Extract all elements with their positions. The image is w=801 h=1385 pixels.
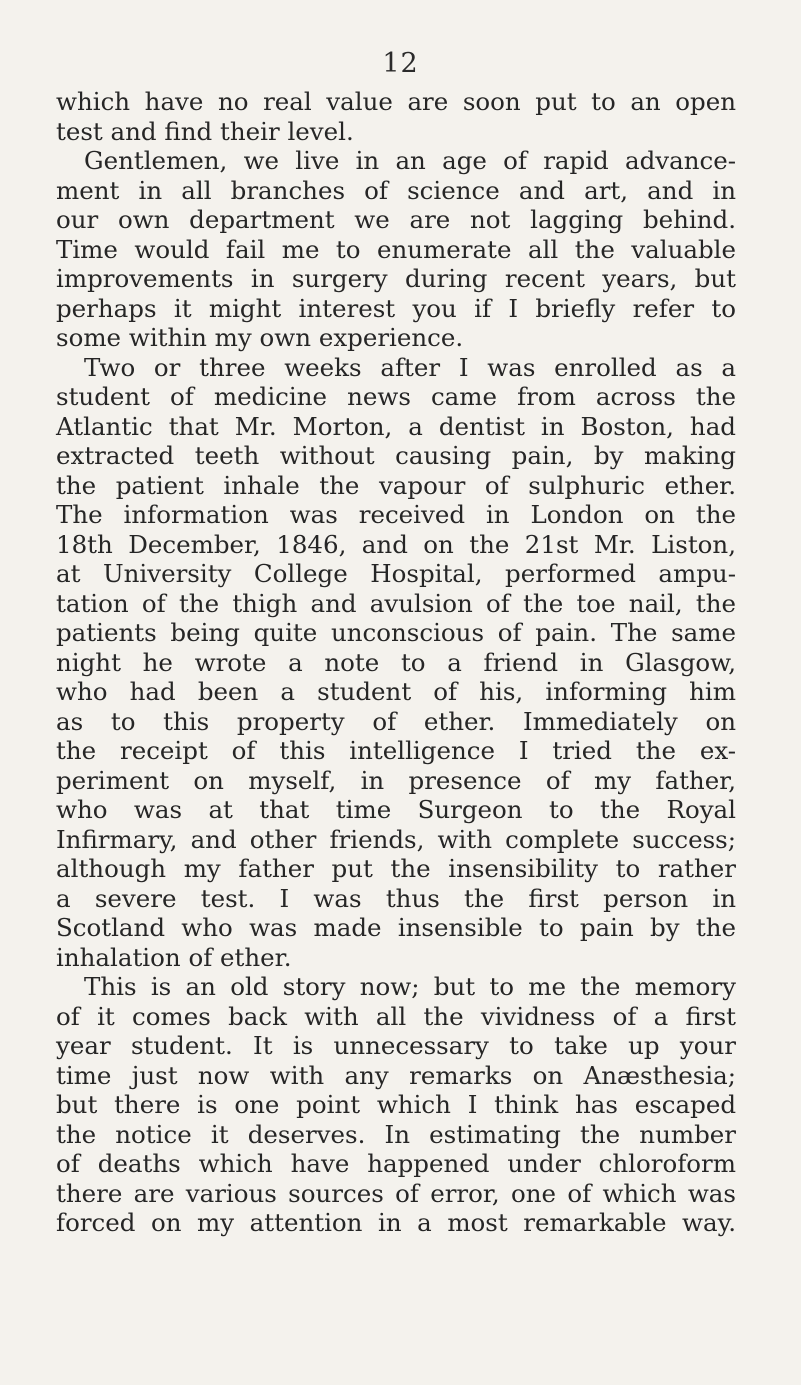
text-line: night he wrote a note to a friend in Glasgow, [56,647,736,677]
text-line: student of medicine news came from across the [56,382,736,411]
text-line: forced on my attention in a most remarkable way. [56,1208,736,1237]
text-line: although my father put the insensibility to rather [56,854,736,883]
text-line: but there is one point which I think has escaped [56,1090,736,1119]
text-line: ment in all branches of science and art, and in [56,175,736,205]
text-line: Scotland who was made insensible to pain by the [56,913,736,942]
text-line: the patient inhale the vapour of sulphuric ether. [56,470,736,500]
text-line: test and find their level. [56,116,354,146]
page-number: 12 [382,48,419,79]
text-line: who had been a student of his, informing him [56,677,736,706]
text-line: perhaps it might interest you if I briefly refer to [56,293,736,323]
text-line: the receipt of this intelligence I tried the ex- [56,736,736,765]
text-line: Atlantic that Mr. Morton, a dentist in Boston, had [56,411,736,441]
text-line: a severe test. I was thus the first person in [56,883,736,913]
text-line: Infirmary, and other friends, with complete success; [56,824,736,854]
text-line: who was at that time Surgeon to the Royal [56,795,736,824]
text-line: periment on myself, in presence of my father, [56,765,736,795]
text-line: tation of the thigh and avulsion of the toe nail, the [56,588,736,618]
text-line: Time would fail me to enumerate all the valuable [56,234,736,264]
text-line: inhalation of ether. [56,942,292,972]
text-line: improvements in surgery during recent years, but [56,264,736,293]
text-line: at University College Hospital, performed ampu- [56,559,736,588]
body-text [56,87,736,1238]
text-line: which have no real value are soon put to an open [56,87,736,116]
text-line: the notice it deserves. In estimating the number [56,1119,736,1149]
text-line: patients being quite unconscious of pain. The same [56,618,736,647]
text-line: time just now with any remarks on Anæsthesia; [56,1060,736,1090]
text-line: of deaths which have happened under chloroform [56,1149,736,1178]
text-line: Two or three weeks after I was enrolled as a [84,352,736,382]
text-line: extracted teeth without causing pain, by making [56,441,736,470]
text-line: some within my own experience. [56,323,464,352]
text-line: This is an old story now; but to me the memory [84,972,736,1001]
text-line: as to this property of ether. Immediately on [56,706,736,736]
text-line: there are various sources of error, one of which was [56,1178,736,1208]
text-line: year student. It is unnecessary to take up your [56,1031,736,1060]
text-line: of it comes back with all the vividness of a first [56,1001,736,1031]
text-line: Gentlemen, we live in an age of rapid advance- [84,146,736,175]
text-line: our own department we are not lagging behind. [56,205,736,234]
text-line: 18th December, 1846, and on the 21st Mr. Liston, [56,529,736,559]
text-line: The information was received in London on the [56,500,736,529]
